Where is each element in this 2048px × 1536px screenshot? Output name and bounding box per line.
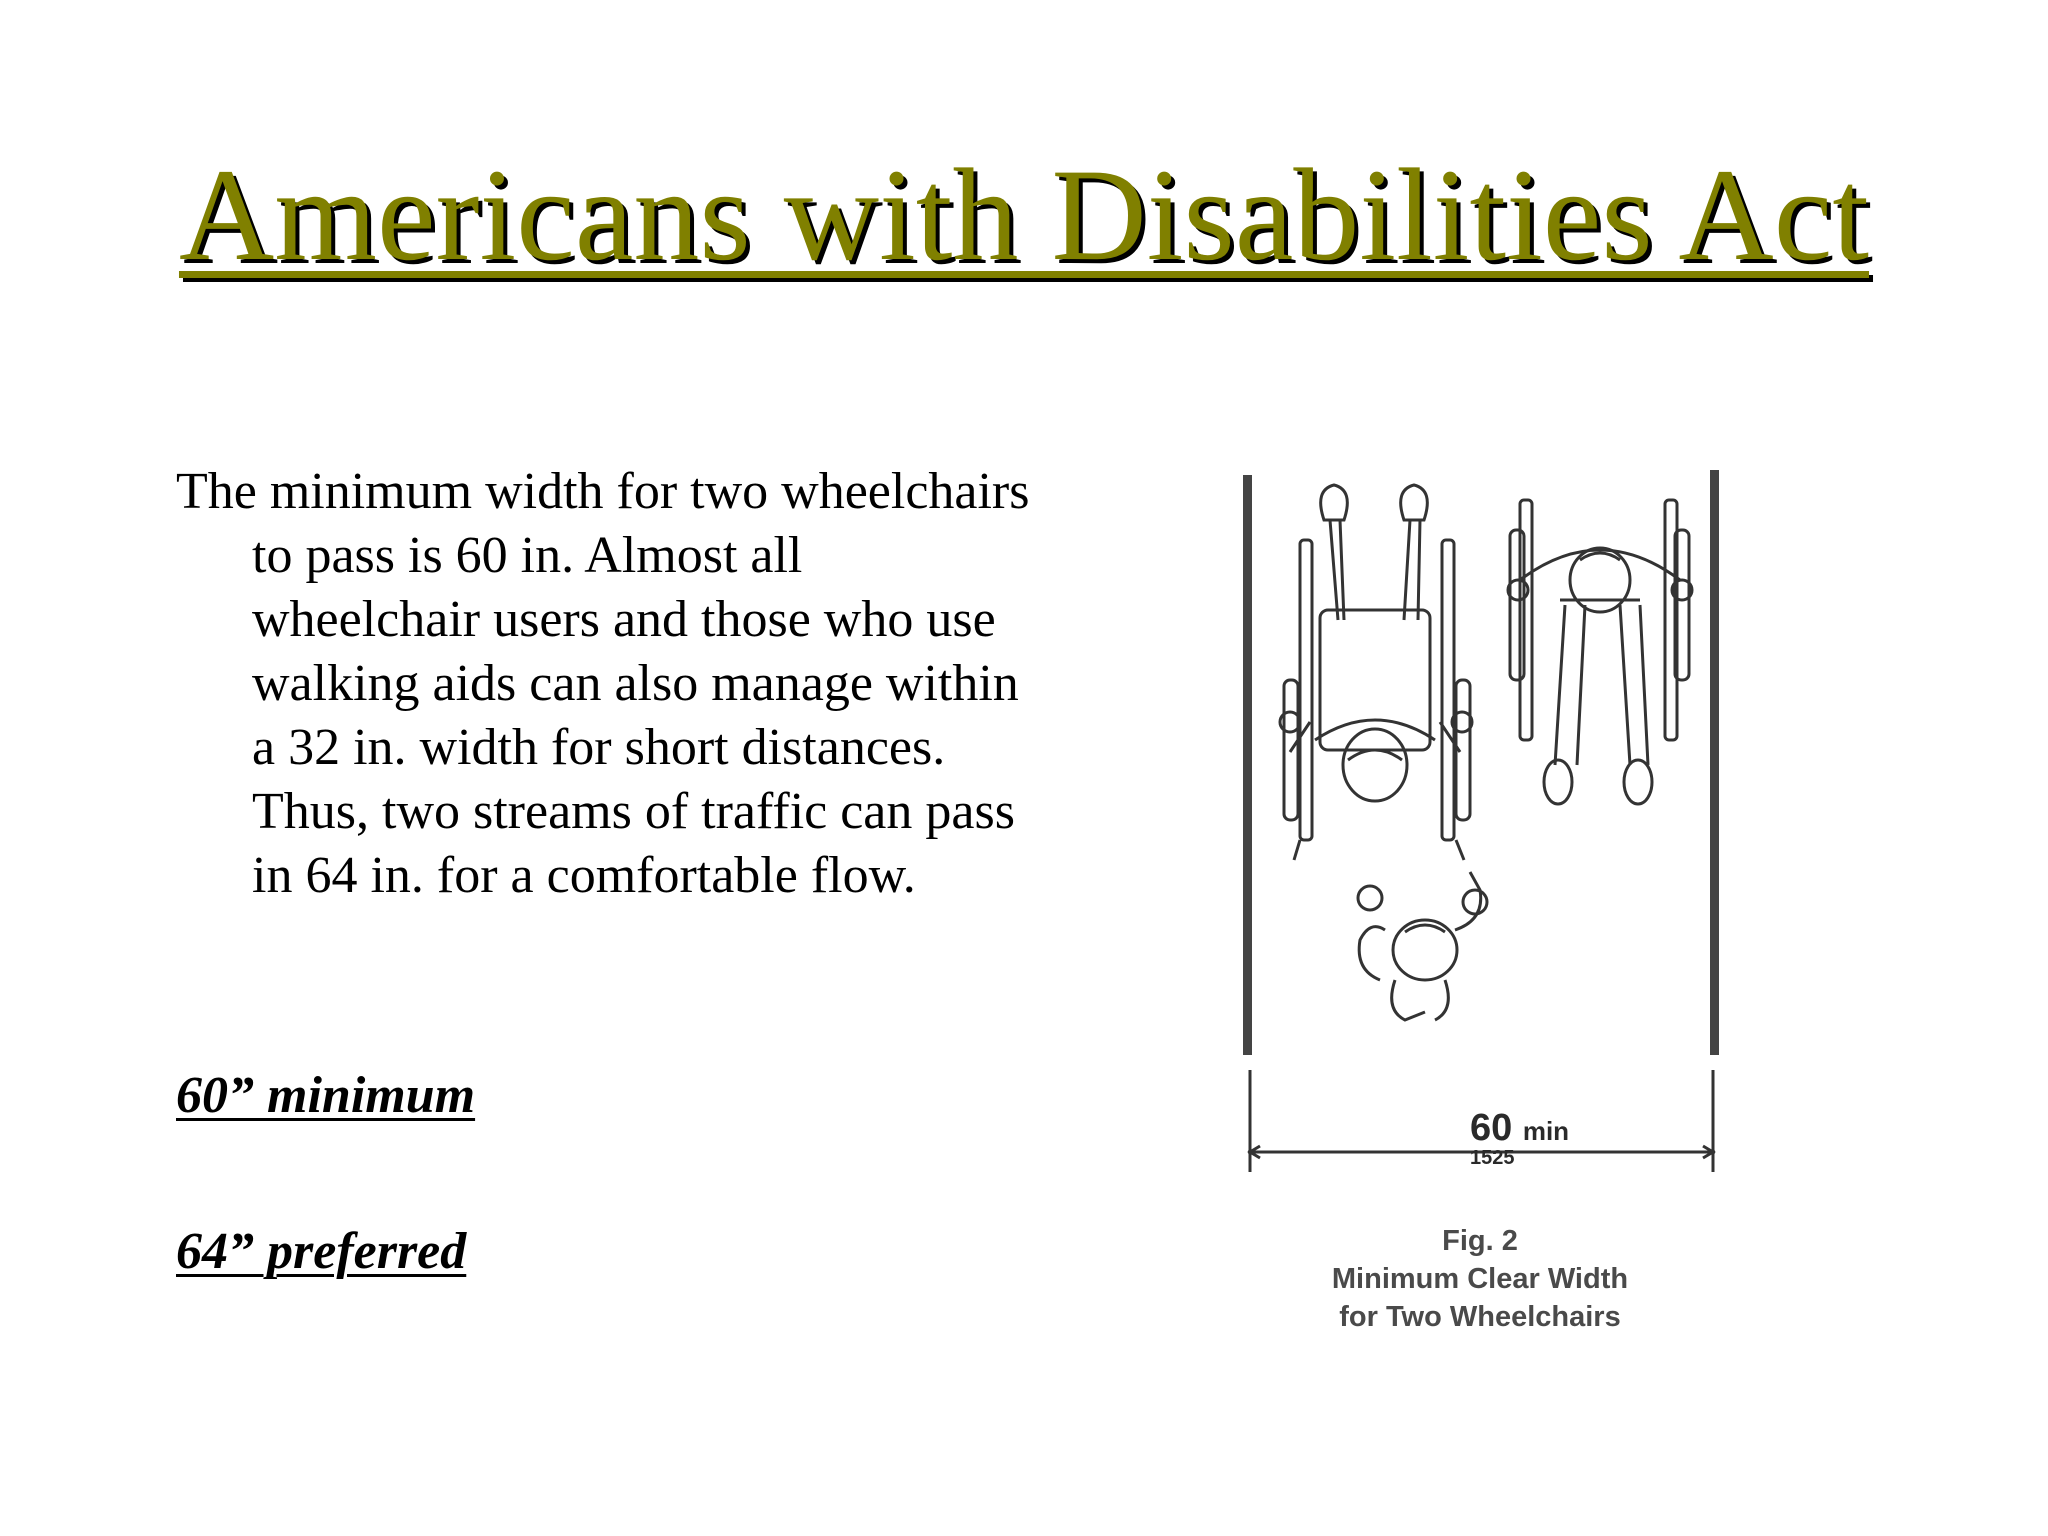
body-paragraph: The minimum width for two wheelchairs to pass is 60 in. Almost all wheelchair users and those who use walking aids can also manage within a 32 in. width for short distances. Thus, two streams of traffic can pass in 64 in. for a comfortable flow. [176,463,1030,904]
slide-title: Americans with Disabilities Act [178,141,1870,288]
preferred-width-label: 64” preferred [176,1223,467,1280]
dimension-metric-label: 1525 [1470,1147,1515,1169]
left-wall [1243,475,1252,1055]
walking-person-icon [1358,872,1487,1020]
wheelchair-user-right-icon [1508,500,1692,804]
figure-caption-line: for Two Wheelchairs [1339,1301,1621,1333]
figure-number: Fig. 2 [1442,1225,1518,1257]
wheelchair-clearance-figure [1220,460,1780,1360]
dimension-value: 60 [1470,1107,1513,1149]
wheelchair-clearance-drawing [1220,460,1780,1200]
body-text [176,460,1036,908]
minimum-width-label: 60” minimum [176,1067,476,1124]
figure-caption-line: Minimum Clear Width [1331,1263,1629,1295]
dimension-value-label [1470,1108,1620,1151]
wheelchair-user-left-icon [1280,485,1472,860]
right-wall [1710,470,1719,1055]
figure-caption [1220,1222,1740,1336]
dimension-unit: min [1522,1116,1570,1146]
